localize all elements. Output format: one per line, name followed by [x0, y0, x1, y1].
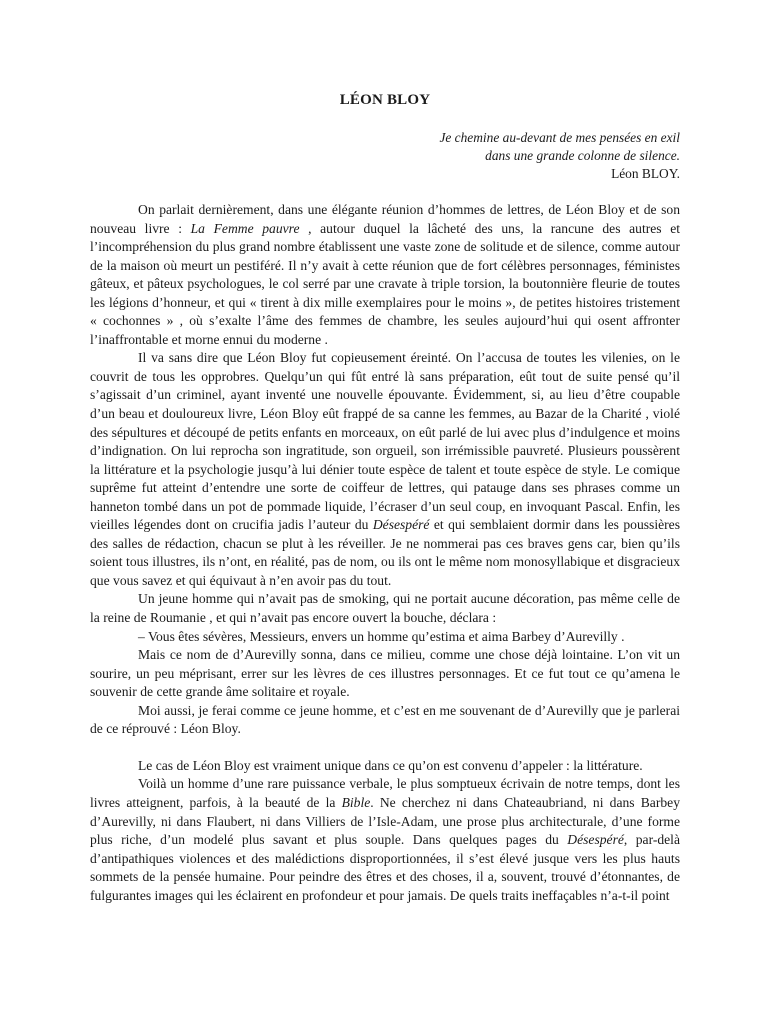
- paragraph-text: , autour duquel la lâcheté des uns, la rancune des autres et l’incompréhension du plus grand nombre établissent une vaste zone de solitude et de silence, comme autour de la maison où meurt un pestiféré. Il n’y avait à cette réunion que de fort célèbres personnages, féministes gâteux, et pâteux psychologues, le col serré par une cravate à triple torsion, la boutonnière fleurie de toutes les légions d’honneur, et qui « tirent à dix mille exemplaires pour le moins », de petites histoires tristement « cochonnes » , où s’exalte l’âme des femmes de chambre, les seules aujourd’hui qui osent affronter l’inaffrontable et morne ennui du moderne .: [90, 220, 681, 347]
- italic-title: La Femme pauvre: [190, 220, 300, 236]
- paragraph: [90, 590, 680, 627]
- paragraph: [90, 702, 680, 739]
- paragraph-text: et qui semblaient dormir dans les poussières des salles de rédaction, chacun se plut à les réveiller. Je ne nommerai pas ces braves gens car, bien qu’ils soient tous illustres, ils n’ont, en réalité, pas de nom, ou ils ont le même nom monosyllabique et disgracieux que vous savez et qui équivaut à n’en avoir pas du tout.: [90, 517, 680, 588]
- epigraph-line: Je chemine au-devant de mes pensées en exil: [439, 130, 680, 145]
- italic-title: Désespéré: [567, 832, 624, 848]
- paragraph-text: Mais ce nom de d’Aurevilly sonna, dans ce milieu, comme une chose déjà lointaine. L’on vit un sourire, un peu méprisant, errer sur les lèvres de ces illustres personnages. Et ce fut tout ce qu’amena le souvenir de cette grande âme solitaire et royale.: [90, 647, 680, 700]
- paragraph-text: , par-delà d’antipathiques violences et des malédictions disproportionnées, il s’est élevé jusque vers les plus hauts sommets de la pensée humaine. Pour peindre des êtres et des choses, il a, souvent, trouvé d’étonnantes, de fulgurantes images qui les éclairent en profondeur et pour jamais. De quels traits ineffaçables n’a-t-il point: [90, 832, 680, 903]
- document-title: LÉON BLOY: [339, 92, 431, 108]
- epigraph: [90, 129, 680, 183]
- paragraph: [90, 201, 680, 349]
- paragraph: [90, 349, 680, 590]
- paragraph: [90, 628, 680, 647]
- epigraph-author: Léon BLOY.: [611, 166, 680, 181]
- paragraph-text: . Ne cherchez ni dans Chateaubriand, ni dans Barbey d’Aurevilly, ni dans Flaubert, ni dans Villiers de l’Isle-Adam, une prose plus architecturale, d’une forme plus riche, d’un modelé plus savant et plus souple. Dans quelques pages du: [90, 794, 680, 848]
- paragraph-text: On parlait dernièrement, dans une élégante réunion d’hommes de lettres, de Léon Bloy et de son nouveau livre :: [90, 202, 680, 236]
- paragraph-text: Un jeune homme qui n’avait pas de smoking, qui ne portait aucune décoration, pas même celle de la reine de Roumanie , et qui n’avait pas encore ouvert la bouche, déclara :: [90, 591, 680, 626]
- paragraph-text: – Vous êtes sévères, Messieurs, envers un homme qu’estima et aima Barbey d’Aurevilly .: [138, 628, 625, 644]
- paragraph-text: Le cas de Léon Bloy est vraiment unique dans ce qu’on est convenu d’appeler : la littérature.: [138, 757, 643, 773]
- italic-title: Désespéré: [372, 517, 430, 533]
- paragraph: [90, 775, 680, 905]
- italic-title: Bible: [341, 794, 371, 810]
- paragraph: [90, 757, 680, 776]
- paragraph-text: Il va sans dire que Léon Bloy fut copieusement éreinté. On l’accusa de toutes les vilenies, on le couvrit de tous les opprobres. Quelqu’un qui fût entré là sans préparation, eût tout de suite pensé qu’il s’agissait d’un criminel, ayant inventé une nouvelle épouvante. Évidemment, si, au lieu d’être coupable d’un beau et douloureux livre, Léon Bloy eût frappé de sa canne les femmes, au Bazar de la Charité , violé des sépultures et découpé de petits enfants en morceaux, on eût parlé de lui avec plus d’indulgence et moins d’indignation. On lui reprocha son ingratitude, son orgueil, son irrémissible pauvreté. Plusieurs poussèrent la littérature et la psychologie jusqu’à lui dénier toute espèce de talent et toute espèce de style. Le comique suprême fut atteint d’entendre une sorte de coiffeur de lettres, qui patauge dans ses phrases comme un hanneton tombé dans un pot de pommade liquide, l’écraser d’un seul coup, en invoquant Pascal. Enfin, les vieilles légendes dont on crucifia jadis l’auteur du: [90, 350, 680, 533]
- paragraph-text: Moi aussi, je ferai comme ce jeune homme, et c’est en me souvenant de d’Aurevilly que je parlerai de ce réprouvé : Léon Bloy.: [90, 702, 680, 737]
- paragraph-text: Voilà un homme d’une rare puissance verbale, le plus somptueux écrivain de notre temps, dont les livres atteignent, parfois, à la beauté de la: [90, 776, 680, 810]
- body-text: [90, 201, 680, 905]
- epigraph-line: dans une grande colonne de silence.: [485, 148, 680, 163]
- paragraph: [90, 646, 680, 702]
